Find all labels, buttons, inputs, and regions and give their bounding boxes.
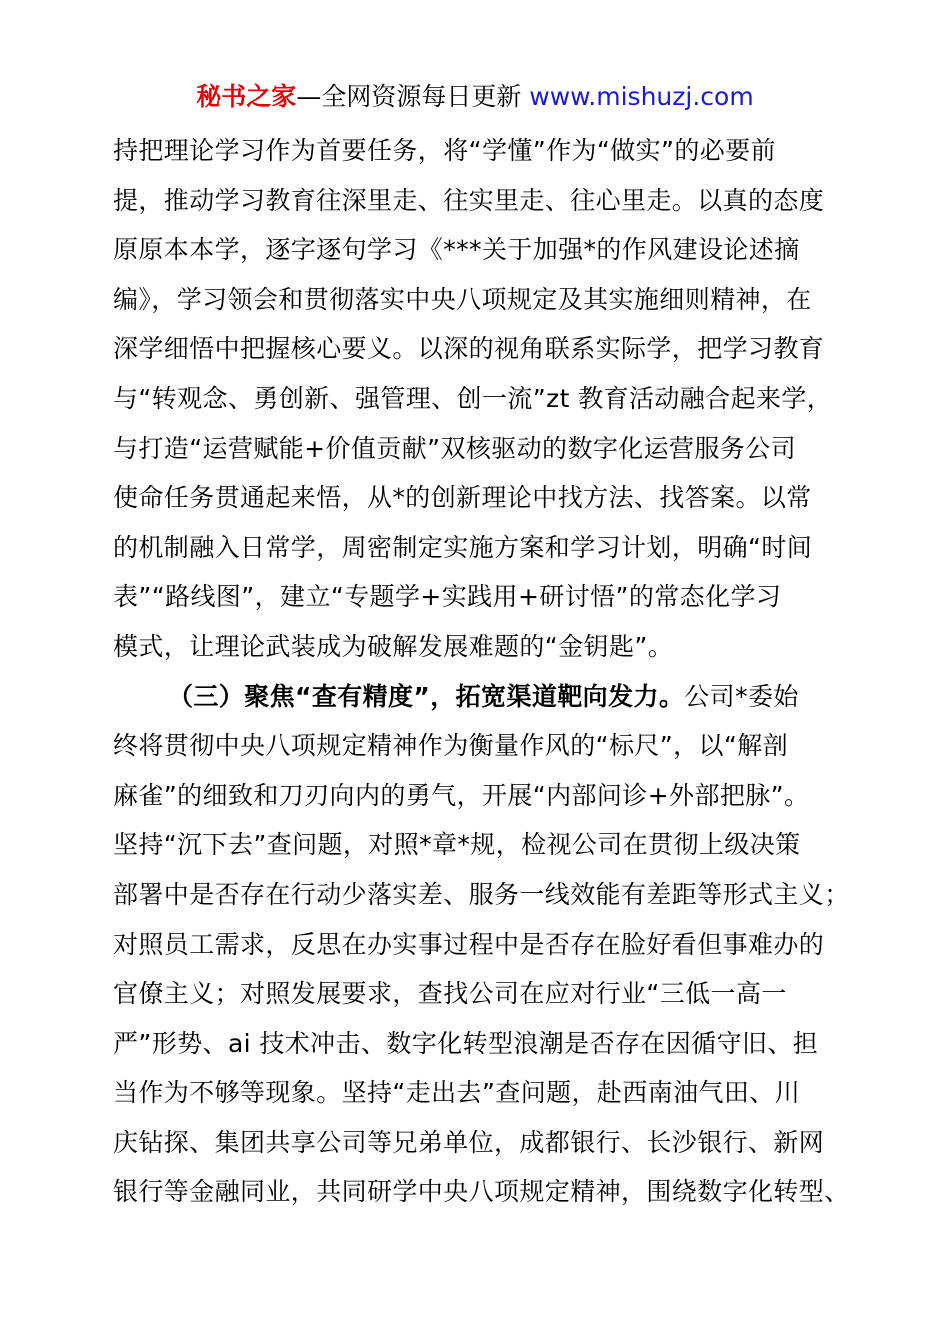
text-line: 深学细悟中把握核心要义。以深的视角联系实际学，把学习教育 [113, 334, 825, 364]
site-header [0, 80, 950, 114]
document-body [113, 126, 853, 1217]
text-line: 持把理论学习作为首要任务，将“学懂”作为“做实”的必要前 [113, 136, 777, 165]
text-line: 提，推动学习教育往深里走、往实里走、往心里走。以真的态度 [113, 185, 825, 215]
text-line: 麻雀”的细致和刀刃向内的勇气，开展“内部问诊+外部把脉”。 [113, 780, 810, 810]
text-line: 编》，学习领会和贯彻落实中央八项规定及其实施细则精神，在 [113, 284, 812, 314]
text-line: 坚持“沉下去”查问题，对照*章*规，检视公司在贯彻上级决策 [113, 830, 801, 860]
text-line: 使命任务贯通起来悟，从*的创新理论中找方法、找答案。以常 [113, 483, 812, 513]
text-line: 模式，让理论武装成为破解发展难题的“金钥匙”。 [113, 631, 674, 661]
section-heading: （三）聚焦“查有精度”，拓宽渠道靶向发力。 [168, 681, 685, 711]
text-line: 终将贯彻中央八项规定精神作为衡量作风的“标尺”，以“解剖 [113, 731, 789, 761]
text-line: 银行等金融同业，共同研学中央八项规定精神，围绕数字化转型、 [113, 1177, 850, 1207]
text-line: 部署中是否存在行动少落实差、服务一线效能有差距等形式主义； [113, 879, 850, 909]
text-line: 表”“路线图”，建立“专题学+实践用+研讨悟”的常态化学习 [113, 582, 782, 612]
site-url-link[interactable]: www.mishuzj.com [529, 82, 754, 111]
text-line: 原原本本学，逐字逐句学习《***关于加强*的作风建设论述摘 [113, 235, 800, 265]
site-tagline: —全网资源每日更新 [296, 82, 530, 111]
text-line: 与“转观念、勇创新、强管理、创一流”zt 教育活动融合起来学， [113, 383, 833, 413]
text-line: 官僚主义；对照发展要求，查找公司在应对行业“三低一高一 [113, 979, 787, 1009]
paragraph-2 [113, 672, 853, 1218]
site-brand: 秘书之家 [196, 82, 297, 111]
text-line: 对照员工需求，反思在办实事过程中是否存在脸好看但事难办的 [113, 929, 825, 959]
text-line: 当作为不够等现象。坚持“走出去”查问题，赴西南油气田、川 [113, 1078, 801, 1108]
text-line: 与打造“运营赋能+价值贡献”双核驱动的数字化运营服务公司 [113, 433, 797, 463]
text-line: 严”形势、ai 技术冲击、数字化转型浪潮是否存在因循守旧、担 [113, 1028, 819, 1058]
text-segment: 公司*委始 [684, 681, 799, 711]
text-line: 庆钻探、集团共享公司等兄弟单位，成都银行、长沙银行、新网 [113, 1127, 825, 1157]
paragraph-1 [113, 126, 853, 672]
paragraph-2-first-line [113, 672, 853, 722]
text-line: 的机制融入日常学，周密制定实施方案和学习计划，明确“时间 [113, 532, 813, 562]
